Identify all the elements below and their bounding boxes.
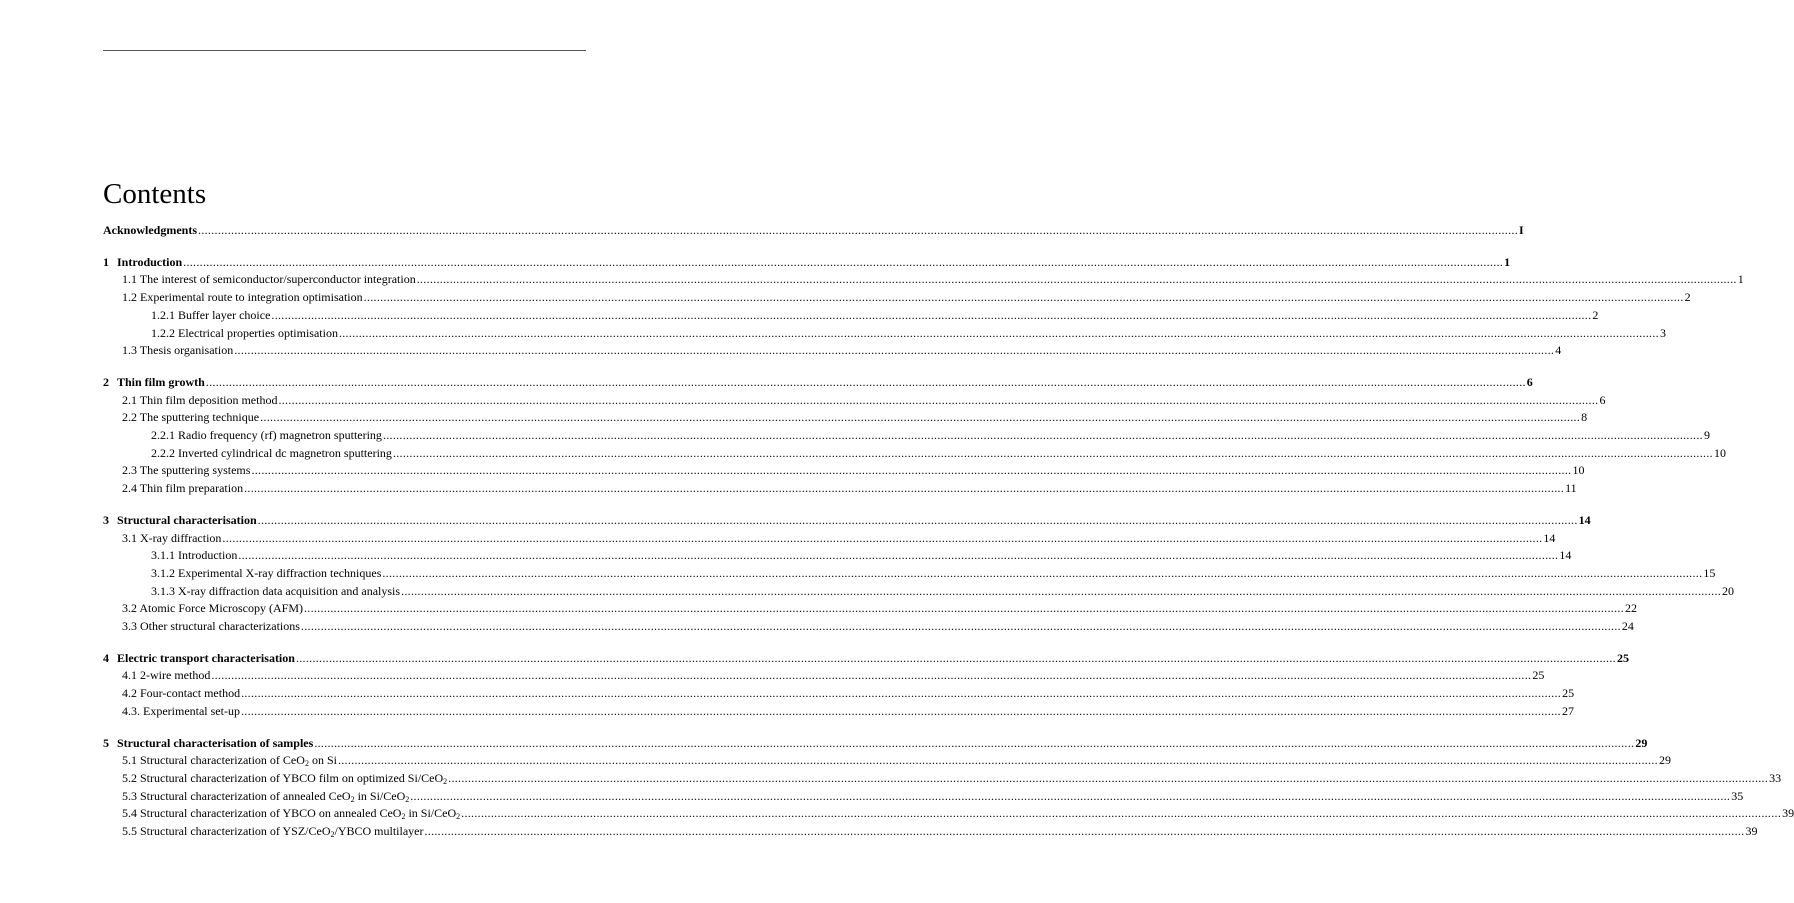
toc-entry-label: [103, 374, 205, 392]
chapter-title: Structural characterisation of samples: [117, 735, 314, 750]
chapter-number: 1: [103, 254, 109, 269]
toc-page-number: 22: [1624, 601, 1637, 616]
dot-leader: ................................................................................................................................................................................................................................................................................................................................................................................................................: [382, 565, 1703, 580]
chapter-title: Electric transport characterisation: [117, 650, 295, 665]
dot-leader: ................................................................................................................................................................................................................................................................................................................................................................................................................: [392, 445, 1713, 460]
toc-page-number: 27: [1561, 703, 1574, 718]
toc-section-entry[interactable]: [103, 462, 1585, 480]
toc-entry-label: 3.1.2 Experimental X-ray diffraction techniques: [151, 565, 382, 580]
dot-leader: ................................................................................................................................................................................................................................................................................................................................................................................................................: [303, 601, 1624, 616]
page-title: Contents: [103, 178, 207, 210]
dot-leader: ................................................................................................................................................................................................................................................................................................................................................................................................................: [363, 290, 1684, 305]
toc-subsection-entry[interactable]: [103, 583, 1735, 601]
dot-leader: ................................................................................................................................................................................................................................................................................................................................................................................................................: [416, 272, 1737, 287]
dot-leader: ................................................................................................................................................................................................................................................................................................................................................................................................................: [244, 481, 1565, 496]
toc-section-entry[interactable]: [103, 685, 1575, 703]
toc-subsection-entry[interactable]: [103, 307, 1599, 325]
toc-section-entry[interactable]: [103, 703, 1574, 721]
toc-chapter-heading[interactable]: [103, 650, 1629, 668]
toc-section-entry[interactable]: [103, 770, 1782, 788]
toc-chapter-heading[interactable]: [103, 254, 1511, 272]
toc-page-number: 29: [1635, 735, 1648, 750]
toc-entry-label: 2.1 Thin film deposition method: [122, 392, 278, 407]
toc-subsection-entry[interactable]: [103, 547, 1572, 565]
toc-page-number: 2: [1592, 307, 1599, 322]
table-of-contents: [103, 222, 1794, 841]
chapter-number: 5: [103, 735, 109, 750]
chapter-spacer: [103, 721, 586, 735]
toc-section-entry[interactable]: [103, 409, 1588, 427]
toc-entry-label: 1.2.2 Electrical properties optimisation: [151, 325, 338, 340]
dot-leader: ................................................................................................................................................................................................................................................................................................................................................................................................................: [241, 686, 1562, 701]
toc-entry-label: 1.2.1 Buffer layer choice: [151, 307, 271, 322]
toc-page-number: 25: [1562, 686, 1575, 701]
toc-page-number: 4: [1555, 343, 1562, 358]
toc-page-number: 14: [1543, 530, 1556, 545]
toc-chapter: [103, 650, 1629, 721]
toc-subsection-entry[interactable]: [103, 325, 1666, 343]
toc-page-number: 2: [1684, 290, 1691, 305]
chapter-title: Structural characterisation: [117, 512, 257, 527]
dot-leader: ................................................................................................................................................................................................................................................................................................................................................................................................................: [205, 374, 1526, 389]
toc-page-number: 20: [1722, 583, 1735, 598]
toc-page-number: 24: [1621, 619, 1634, 634]
toc-entry-label: 2.2.2 Inverted cylindrical dc magnetron sputtering: [151, 445, 392, 460]
toc-section-entry[interactable]: [103, 618, 1634, 636]
dot-leader: ................................................................................................................................................................................................................................................................................................................................................................................................................: [278, 392, 1599, 407]
chapter-spacer: [103, 636, 586, 650]
header-rule: [103, 50, 586, 51]
toc-page-number: 25: [1616, 650, 1629, 665]
toc-chapter: [103, 512, 1735, 636]
dot-leader: ................................................................................................................................................................................................................................................................................................................................................................................................................: [240, 703, 1561, 718]
toc-entry-label: 1.3 Thesis organisation: [122, 343, 234, 358]
toc-page-number: 25: [1532, 668, 1545, 683]
toc-subsection-entry[interactable]: [103, 445, 1726, 463]
chapter-number: 3: [103, 512, 109, 527]
toc-chapter-heading[interactable]: [103, 374, 1533, 392]
toc-entry-label: 3.2 Atomic Force Microscopy (AFM): [122, 601, 303, 616]
chapter-title: Introduction: [117, 254, 183, 269]
toc-chapter-heading[interactable]: [103, 512, 1591, 530]
toc-entry-label: [103, 254, 182, 272]
toc-entry-label: 5.2 Structural characterization of YBCO film on optimized Si/CeO$_2$: [122, 770, 448, 786]
toc-page-number: 39: [1745, 824, 1758, 839]
toc-entry-label: [103, 512, 257, 530]
dot-leader: ................................................................................................................................................................................................................................................................................................................................................................................................................: [382, 428, 1703, 443]
toc-subsection-entry[interactable]: [103, 565, 1716, 583]
dot-leader: ................................................................................................................................................................................................................................................................................................................................................................................................................: [198, 223, 1519, 237]
dot-leader: ................................................................................................................................................................................................................................................................................................................................................................................................................: [295, 650, 1616, 665]
toc-entry-label: 5.4 Structural characterization of YBCO on annealed CeO$_2$ in Si/CeO$_2$: [122, 806, 461, 822]
dot-leader: ................................................................................................................................................................................................................................................................................................................................................................................................................: [424, 824, 1745, 839]
chapter-spacer: [103, 360, 586, 374]
dot-leader: ................................................................................................................................................................................................................................................................................................................................................................................................................: [461, 806, 1782, 821]
toc-chapter: [103, 735, 1794, 841]
dot-leader: ................................................................................................................................................................................................................................................................................................................................................................................................................: [211, 668, 1532, 683]
toc-page-number: 29: [1658, 753, 1671, 768]
toc-page-number: 33: [1769, 770, 1782, 785]
toc-entry-label: 1.2 Experimental route to integration optimisation: [122, 290, 363, 305]
dot-leader: ................................................................................................................................................................................................................................................................................................................................................................................................................: [234, 343, 1555, 358]
toc-chapter: [103, 254, 1744, 360]
toc-chapter-heading[interactable]: [103, 735, 1648, 753]
toc-entry-acknowledgments[interactable]: [103, 222, 1524, 240]
toc-page-number: 15: [1703, 565, 1716, 580]
dot-leader: ................................................................................................................................................................................................................................................................................................................................................................................................................: [238, 548, 1559, 563]
chapter-number: 4: [103, 650, 109, 665]
toc-entry-label: 5.3 Structural characterization of annealed CeO$_2$ in Si/CeO$_2$: [122, 788, 410, 804]
toc-section-entry[interactable]: [103, 289, 1691, 307]
chapter-spacer: [103, 240, 586, 254]
chapter-spacer: [103, 498, 586, 512]
toc-page-number: 14: [1559, 548, 1572, 563]
dot-leader: ................................................................................................................................................................................................................................................................................................................................................................................................................: [337, 753, 1658, 768]
toc-entry-label: 2.3 The sputtering systems: [122, 463, 251, 478]
toc-page-number: 11: [1565, 481, 1577, 496]
toc-chapter: [103, 374, 1726, 498]
chapter-number: 2: [103, 374, 109, 389]
toc-page-number: 1: [1737, 272, 1744, 287]
toc-section-entry[interactable]: [103, 788, 1744, 806]
toc-entry-label: 5.1 Structural characterization of CeO$_2$ on Si: [122, 753, 337, 769]
toc-section-entry[interactable]: [103, 667, 1545, 685]
toc-entry-label: 4.2 Four-contact method: [122, 686, 241, 701]
toc-entry-label: [103, 650, 295, 668]
toc-section-entry[interactable]: [103, 823, 1758, 841]
toc-section-entry[interactable]: [103, 480, 1577, 498]
toc-section-entry[interactable]: [103, 600, 1637, 618]
toc-page-number: 9: [1703, 428, 1710, 443]
toc-section-entry[interactable]: [103, 805, 1794, 823]
dot-leader: ................................................................................................................................................................................................................................................................................................................................................................................................................: [222, 530, 1543, 545]
toc-page-number: 14: [1578, 512, 1591, 527]
dot-leader: ................................................................................................................................................................................................................................................................................................................................................................................................................: [260, 410, 1581, 425]
dot-leader: ................................................................................................................................................................................................................................................................................................................................................................................................................: [271, 307, 1592, 322]
toc-entry-label: 3.1.3 X-ray diffraction data acquisition and analysis: [151, 583, 401, 598]
toc-section-entry[interactable]: [103, 271, 1744, 289]
toc-chapters: [103, 240, 1794, 841]
toc-entry-label: 2.2 The sputtering technique: [122, 410, 260, 425]
toc-page-number: 6: [1526, 374, 1533, 389]
toc-page-number: I: [1519, 223, 1524, 237]
toc-entry-label: 2.2.1 Radio frequency (rf) magnetron sputtering: [151, 428, 382, 443]
toc-section-entry[interactable]: [103, 342, 1562, 360]
toc-entry-label: 2.4 Thin film preparation: [122, 481, 244, 496]
dot-leader: ................................................................................................................................................................................................................................................................................................................................................................................................................: [257, 512, 1578, 527]
toc-page-number: 39: [1782, 806, 1794, 821]
chapter-title: Thin film growth: [117, 374, 205, 389]
toc-page-number: 8: [1581, 410, 1588, 425]
toc-section-entry[interactable]: [103, 530, 1556, 548]
toc-section-entry[interactable]: [103, 752, 1671, 770]
toc-entry-label: 3.3 Other structural characterizations: [122, 619, 300, 634]
toc-page-number: 10: [1713, 445, 1726, 460]
dot-leader: ................................................................................................................................................................................................................................................................................................................................................................................................................: [183, 254, 1504, 269]
toc-entry-label: 3.1 X-ray diffraction: [122, 530, 222, 545]
toc-entry-label: Acknowledgments: [103, 223, 198, 237]
toc-page-number: 3: [1659, 325, 1666, 340]
toc-entry-label: 4.3. Experimental set-up: [122, 703, 240, 718]
toc-page-number: 6: [1599, 392, 1606, 407]
dot-leader: ................................................................................................................................................................................................................................................................................................................................................................................................................: [251, 463, 1572, 478]
dot-leader: ................................................................................................................................................................................................................................................................................................................................................................................................................: [410, 788, 1731, 803]
dot-leader: ................................................................................................................................................................................................................................................................................................................................................................................................................: [338, 325, 1659, 340]
dot-leader: ................................................................................................................................................................................................................................................................................................................................................................................................................: [401, 583, 1722, 598]
toc-page-number: 10: [1572, 463, 1585, 478]
toc-section-entry[interactable]: [103, 392, 1606, 410]
toc-subsection-entry[interactable]: [103, 427, 1710, 445]
toc-entry-label: 5.5 Structural characterization of YSZ/CeO$_2$/YBCO multilayer: [122, 824, 424, 840]
dot-leader: ................................................................................................................................................................................................................................................................................................................................................................................................................: [300, 619, 1621, 634]
dot-leader: ................................................................................................................................................................................................................................................................................................................................................................................................................: [448, 770, 1769, 785]
toc-entry-label: 1.1 The interest of semiconductor/superconductor integration: [122, 272, 416, 287]
toc-page-number: 35: [1731, 788, 1744, 803]
toc-entry-label: [103, 735, 313, 753]
toc-page-number: 1: [1504, 254, 1511, 269]
toc-entry-label: 4.1 2-wire method: [122, 668, 211, 683]
toc-entry-label: 3.1.1 Introduction: [151, 548, 238, 563]
dot-leader: ................................................................................................................................................................................................................................................................................................................................................................................................................: [314, 735, 1635, 750]
